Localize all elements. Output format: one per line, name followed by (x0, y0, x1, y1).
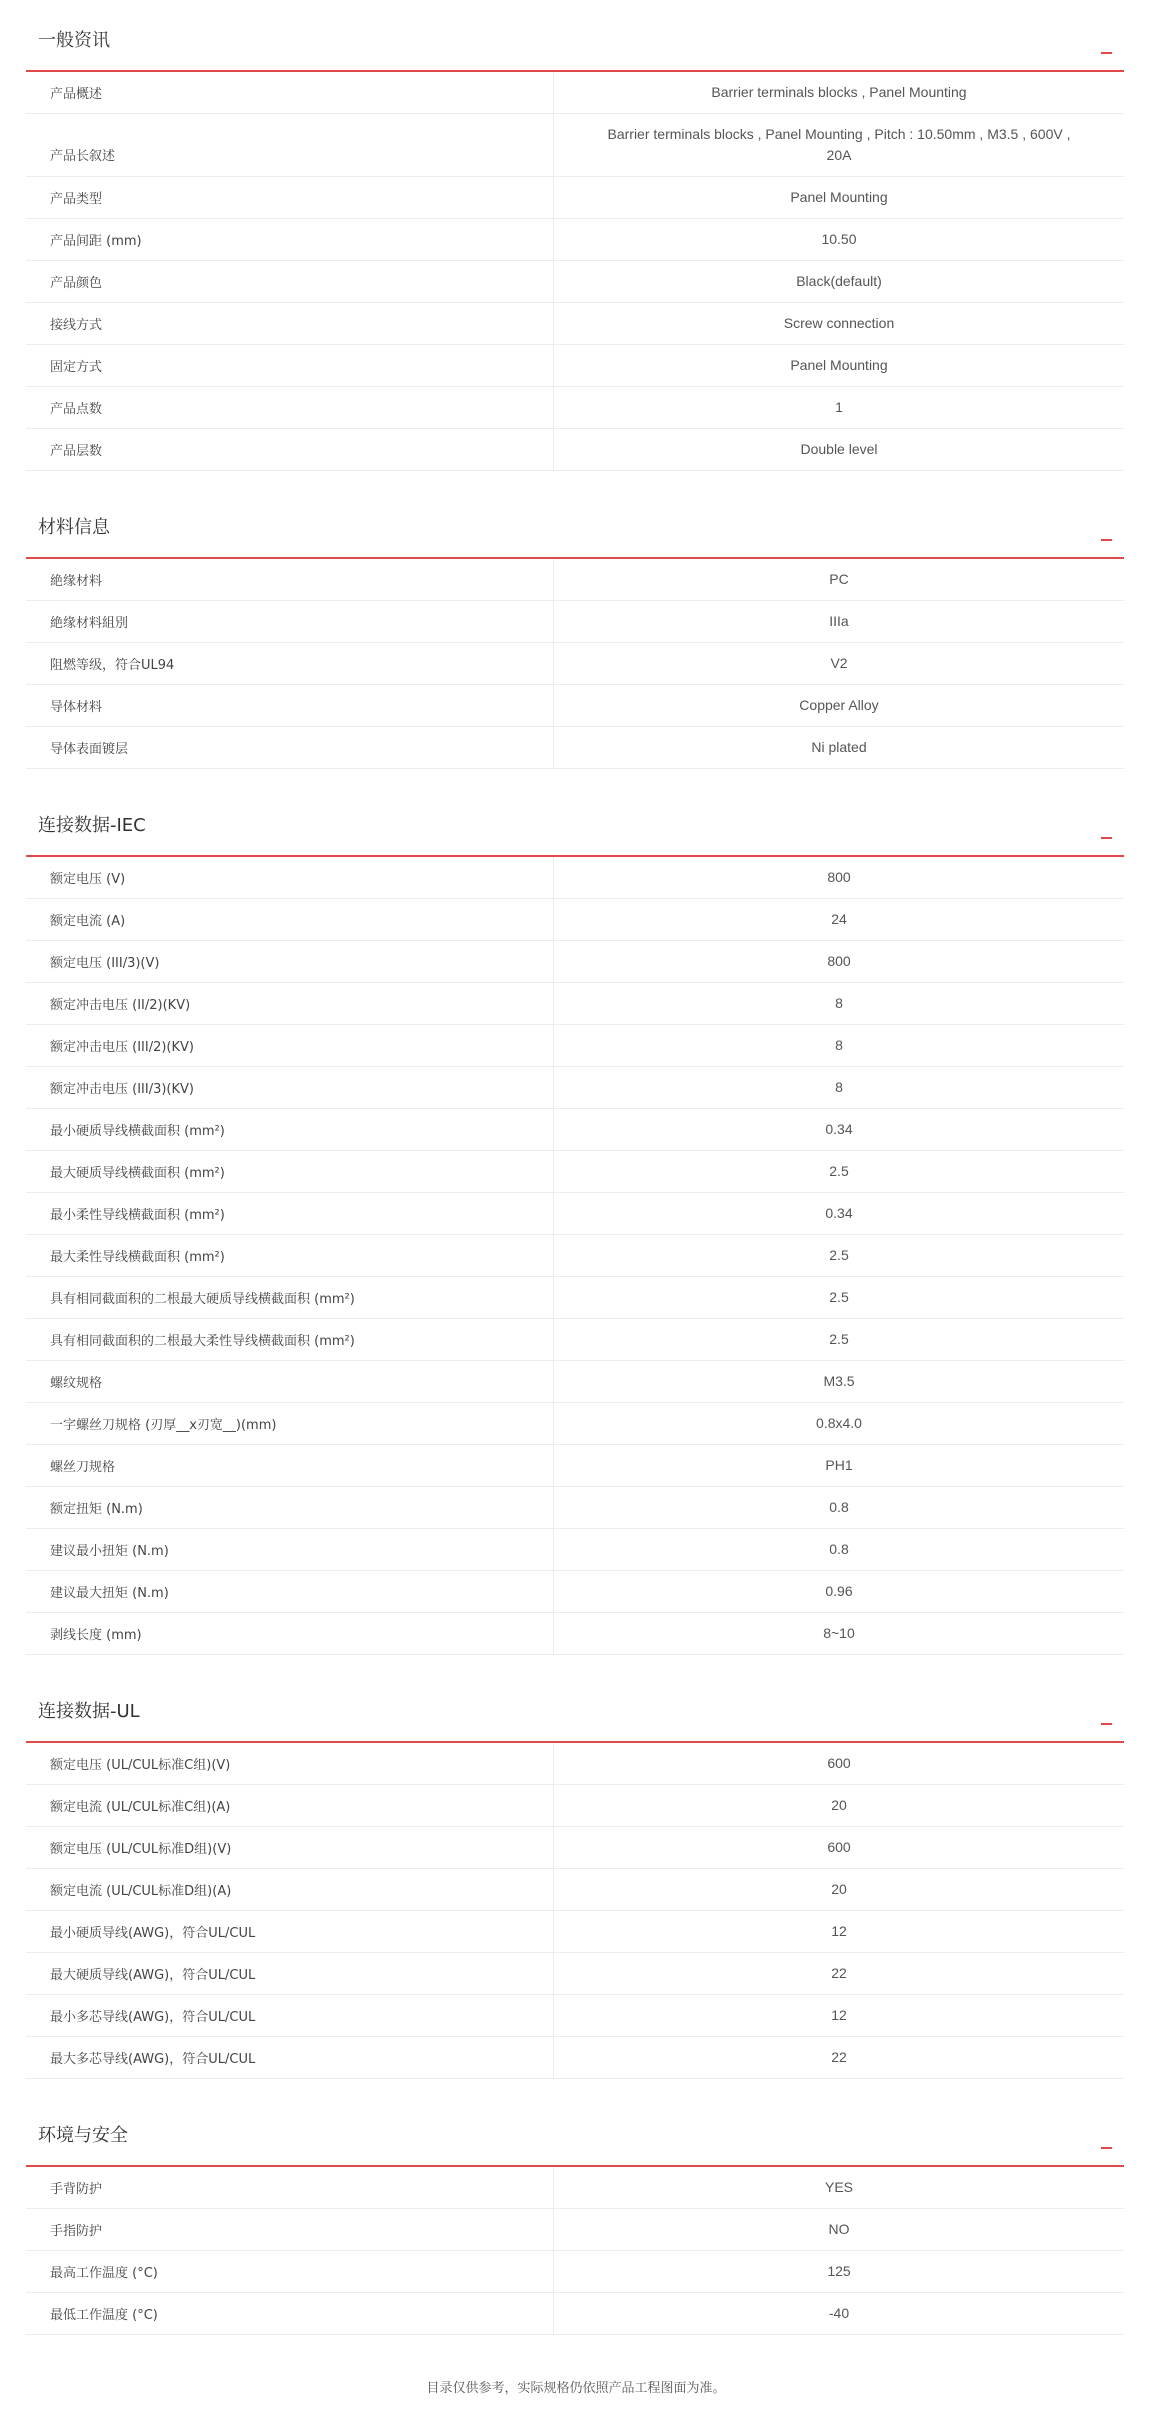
spec-label: 额定电压 (V) (26, 857, 554, 898)
spec-value: 125 (827, 2263, 851, 2279)
collapse-minus-icon[interactable] (1101, 539, 1112, 541)
spec-label: 最高工作温度 (°C) (26, 2251, 554, 2292)
spec-label: 产品颜色 (26, 261, 554, 302)
spec-value: 22 (831, 1965, 847, 1981)
spec-value: 800 (827, 869, 851, 885)
spec-label: 额定冲击电压 (III/3)(KV) (26, 1067, 554, 1108)
spec-label: 额定扭矩 (N.m) (26, 1487, 554, 1528)
spec-row (26, 941, 1124, 983)
spec-label: 手指防护 (26, 2209, 554, 2250)
spec-label: 最大柔性导线横截面积 (mm²) (26, 1235, 554, 1276)
spec-label: 剥线长度 (mm) (26, 1613, 554, 1654)
spec-section (26, 2095, 1124, 2335)
spec-label: 阻燃等级，符合UL94 (26, 643, 554, 684)
section-title: 材料信息 (38, 517, 110, 538)
spec-value: Barrier terminals blocks , Panel Mounting , Pitch : 10.50mm , M3.5 , 600V , 20A (607, 126, 1071, 163)
spec-row (26, 2293, 1124, 2335)
spec-label: 具有相同截面积的二根最大硬质导线横截面积 (mm²) (26, 1277, 554, 1318)
spec-label: 最小多芯导线(AWG)，符合UL/CUL (26, 1995, 554, 2036)
spec-row (26, 219, 1124, 261)
spec-label: 产品类型 (26, 177, 554, 218)
spec-row (26, 1487, 1124, 1529)
footer-note: 目录仅供参考，实际规格仍依照产品工程图面为准。 (426, 2381, 726, 2396)
spec-row (26, 983, 1124, 1025)
spec-value: 8 (835, 1079, 843, 1095)
spec-label: 具有相同截面积的二根最大柔性导线横截面积 (mm²) (26, 1319, 554, 1360)
spec-row (26, 177, 1124, 219)
spec-value: 800 (827, 953, 851, 969)
spec-row (26, 1235, 1124, 1277)
spec-label: 额定电压 (UL/CUL标准D组)(V) (26, 1827, 554, 1868)
section-spacer (26, 2079, 1124, 2095)
spec-label: 产品点数 (26, 387, 554, 428)
spec-label: 额定冲击电压 (II/2)(KV) (26, 983, 554, 1024)
spec-row (26, 1869, 1124, 1911)
spec-row (26, 72, 1124, 114)
spec-row (26, 1785, 1124, 1827)
collapse-minus-icon[interactable] (1101, 52, 1112, 54)
spec-value: 0.8x4.0 (816, 1415, 862, 1431)
spec-value: 0.96 (825, 1583, 853, 1599)
spec-row (26, 2209, 1124, 2251)
spec-label: 产品层数 (26, 429, 554, 470)
spec-value: Screw connection (783, 315, 895, 331)
spec-value: V2 (830, 655, 848, 671)
spec-section (26, 0, 1124, 471)
spec-value: Black(default) (796, 273, 882, 289)
spec-value: Panel Mounting (790, 189, 888, 205)
section-title: 环境与安全 (38, 2125, 128, 2146)
spec-value: M3.5 (823, 1373, 855, 1389)
spec-sheet (26, 0, 1124, 2335)
spec-value: 12 (831, 1923, 847, 1939)
spec-row (26, 1911, 1124, 1953)
spec-row (26, 899, 1124, 941)
spec-value: 20 (831, 1881, 847, 1897)
spec-row (26, 1529, 1124, 1571)
spec-label: 一字螺丝刀规格 (刃厚__x刃宽__)(mm) (26, 1403, 554, 1444)
spec-row (26, 727, 1124, 769)
spec-value: 10.50 (821, 231, 857, 247)
spec-row (26, 1445, 1124, 1487)
spec-label: 额定电压 (UL/CUL标准C组)(V) (26, 1743, 554, 1784)
spec-label: 絶缘材料組別 (26, 601, 554, 642)
spec-value: 2.5 (829, 1289, 849, 1305)
spec-row (26, 303, 1124, 345)
spec-value: Panel Mounting (790, 357, 888, 373)
spec-value: Ni plated (811, 739, 867, 755)
spec-value: 20 (831, 1797, 847, 1813)
spec-row (26, 1319, 1124, 1361)
spec-value: 0.34 (825, 1121, 853, 1137)
section-spacer (26, 471, 1124, 487)
spec-value: 12 (831, 2007, 847, 2023)
spec-value: 600 (827, 1755, 851, 1771)
spec-row (26, 685, 1124, 727)
spec-row (26, 1151, 1124, 1193)
section-title: 一般资讯 (38, 30, 110, 51)
section-header (26, 487, 1124, 559)
spec-row (26, 1361, 1124, 1403)
spec-value: YES (824, 2179, 853, 2195)
spec-row (26, 1995, 1124, 2037)
spec-label: 螺丝刀规格 (26, 1445, 554, 1486)
spec-row (26, 2251, 1124, 2293)
spec-value: 2.5 (829, 1331, 849, 1347)
spec-label: 产品间距 (mm) (26, 219, 554, 260)
spec-label: 最小柔性导线横截面积 (mm²) (26, 1193, 554, 1234)
spec-value: 8 (835, 995, 843, 1011)
section-header (26, 1671, 1124, 1743)
spec-row (26, 601, 1124, 643)
spec-value: -40 (828, 2305, 850, 2321)
spec-row (26, 114, 1124, 177)
spec-label: 螺纹规格 (26, 1361, 554, 1402)
spec-value: Barrier terminals blocks , Panel Mounting (711, 84, 967, 100)
spec-row (26, 261, 1124, 303)
spec-value: Double level (800, 441, 878, 457)
spec-row (26, 1827, 1124, 1869)
spec-label: 额定电流 (A) (26, 899, 554, 940)
spec-value: IIIa (829, 613, 849, 629)
spec-value: 8 (835, 1037, 843, 1053)
spec-row (26, 559, 1124, 601)
section-header (26, 2095, 1124, 2167)
section-header (26, 0, 1124, 72)
section-spacer (26, 1655, 1124, 1671)
spec-row (26, 1109, 1124, 1151)
spec-label: 絶缘材料 (26, 559, 554, 600)
spec-value: 22 (831, 2049, 847, 2065)
spec-section (26, 487, 1124, 769)
spec-section (26, 1671, 1124, 2079)
spec-label: 额定电压 (III/3)(V) (26, 941, 554, 982)
spec-row (26, 1067, 1124, 1109)
spec-value: 600 (827, 1839, 851, 1855)
spec-row (26, 1571, 1124, 1613)
spec-value: 8~10 (823, 1625, 855, 1641)
spec-row (26, 1193, 1124, 1235)
collapse-minus-icon[interactable] (1101, 2147, 1112, 2149)
section-title: 连接数据-IEC (38, 815, 146, 836)
spec-row (26, 643, 1124, 685)
spec-row (26, 1025, 1124, 1067)
section-header (26, 785, 1124, 857)
spec-value: 24 (831, 911, 847, 927)
spec-label: 导体表面镀层 (26, 727, 554, 768)
spec-row (26, 2167, 1124, 2209)
spec-label: 额定冲击电压 (III/2)(KV) (26, 1025, 554, 1066)
spec-row (26, 1953, 1124, 1995)
spec-label: 最低工作温度 (°C) (26, 2293, 554, 2334)
spec-label: 建议最大扭矩 (N.m) (26, 1571, 554, 1612)
spec-label: 手背防护 (26, 2167, 554, 2208)
spec-label: 最大硬质导线横截面积 (mm²) (26, 1151, 554, 1192)
spec-label: 接线方式 (26, 303, 554, 344)
spec-row (26, 429, 1124, 471)
spec-row (26, 387, 1124, 429)
spec-value: 2.5 (829, 1163, 849, 1179)
spec-label: 固定方式 (26, 345, 554, 386)
spec-row (26, 1743, 1124, 1785)
spec-value: Copper Alloy (799, 697, 879, 713)
spec-row (26, 1613, 1124, 1655)
spec-value: PH1 (825, 1457, 853, 1473)
spec-value: 2.5 (829, 1247, 849, 1263)
spec-row (26, 1403, 1124, 1445)
spec-section (26, 785, 1124, 1655)
spec-label: 产品长叙述 (26, 114, 554, 176)
spec-label: 最大硬质导线(AWG)，符合UL/CUL (26, 1953, 554, 1994)
spec-row (26, 857, 1124, 899)
spec-value: NO (828, 2221, 850, 2237)
section-title: 连接数据-UL (38, 1701, 140, 1722)
spec-value: 0.34 (825, 1205, 853, 1221)
spec-label: 产品概述 (26, 72, 554, 113)
spec-label: 最大多芯导线(AWG)，符合UL/CUL (26, 2037, 554, 2078)
spec-label: 建议最小扭矩 (N.m) (26, 1529, 554, 1570)
spec-label: 额定电流 (UL/CUL标准D组)(A) (26, 1869, 554, 1910)
section-spacer (26, 769, 1124, 785)
spec-label: 额定电流 (UL/CUL标准C组)(A) (26, 1785, 554, 1826)
collapse-minus-icon[interactable] (1101, 1723, 1112, 1725)
spec-value: 0.8 (829, 1541, 849, 1557)
spec-row (26, 345, 1124, 387)
spec-label: 最小硬质导线(AWG)，符合UL/CUL (26, 1911, 554, 1952)
collapse-minus-icon[interactable] (1101, 837, 1112, 839)
spec-row (26, 2037, 1124, 2079)
spec-value: 0.8 (829, 1499, 849, 1515)
spec-value: PC (829, 571, 849, 587)
spec-value: 1 (835, 399, 843, 415)
spec-label: 导体材料 (26, 685, 554, 726)
spec-label: 最小硬质导线横截面积 (mm²) (26, 1109, 554, 1150)
spec-row (26, 1277, 1124, 1319)
